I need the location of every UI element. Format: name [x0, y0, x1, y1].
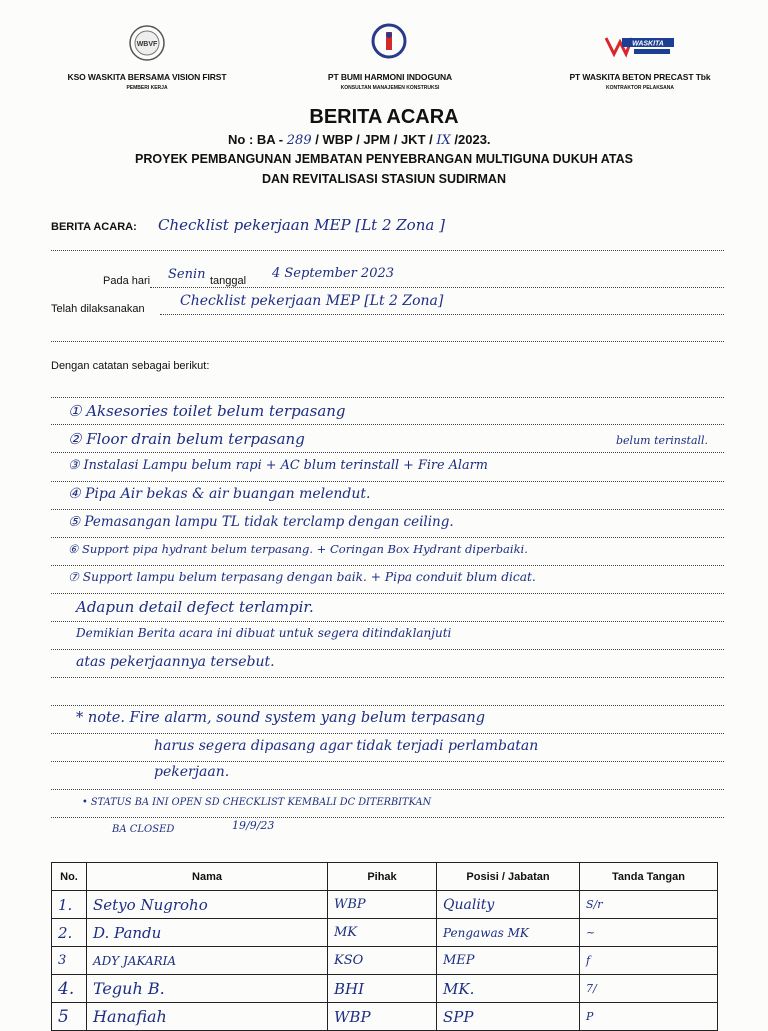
company-left-role: PEMBERI KERJA	[126, 85, 168, 91]
row-pihak: MK	[328, 919, 437, 947]
number-prefix: No :	[228, 132, 254, 147]
table-header-row	[52, 863, 718, 891]
row-nama: Teguh B.	[87, 975, 328, 1003]
header-nama: Nama	[87, 863, 328, 891]
document-title: BERITA ACARA	[309, 106, 459, 128]
row-nama: D. Pandu	[87, 919, 328, 947]
extra-note-1: * note. Fire alarm, sound system yang belum terpasang	[76, 710, 486, 726]
company-center	[280, 72, 500, 91]
extra-note-2: harus segera dipasang agar tidak terjadi perlambatan	[154, 738, 539, 754]
telah-value: Checklist pekerjaan MEP [Lt 2 Zona]	[180, 293, 444, 309]
row-pihak: WBP	[328, 1003, 437, 1031]
row-no: 1.	[52, 891, 87, 919]
company-right	[540, 72, 740, 91]
number-handwritten: 289	[286, 133, 312, 148]
status-note-2: BA CLOSED	[112, 824, 175, 835]
ba-label: BERITA ACARA:	[51, 221, 137, 233]
hari-label: Pada hari	[103, 275, 151, 287]
table-row	[52, 891, 718, 919]
row-posisi: Pengawas MK	[437, 919, 580, 947]
hari-value: Senin	[168, 267, 206, 282]
row-no: 3	[52, 947, 87, 975]
bhi-logo	[370, 22, 408, 60]
row-signature: ~	[580, 919, 718, 947]
note-1: ① Aksesories toilet belum terpasang	[68, 402, 346, 420]
row-posisi: Quality	[437, 891, 580, 919]
company-right-role: KONTRAKTOR PELAKSANA	[606, 85, 674, 91]
waskita-logo-text: WASKITA	[632, 40, 664, 48]
wbvf-logo-text: WBVF	[136, 41, 158, 48]
extra-note-3: pekerjaan.	[154, 764, 230, 780]
note-6: ⑥ Support pipa hydrant belum terpasang. + Coringan Box Hydrant diperbaiki.	[68, 542, 528, 556]
company-center-name: PT BUMI HARMONI INDOGUNA	[327, 72, 453, 82]
company-center-role: KONSULTAN MANAJEMEN KONSTRUKSI	[340, 85, 440, 91]
row-signature: f	[580, 947, 718, 975]
company-left-name: KSO WASKITA BERSAMA VISION FIRST	[67, 72, 227, 82]
company-left	[40, 72, 254, 91]
table-row	[52, 975, 718, 1003]
row-no: 5	[52, 1003, 87, 1031]
row-signature: S/r	[580, 891, 718, 919]
number-year: /2023.	[454, 132, 491, 147]
row-nama: Hanafiah	[87, 1003, 328, 1031]
note-right: belum terinstall.	[616, 434, 709, 447]
tanggal-label: tanggal	[210, 275, 247, 287]
catatan-label: Dengan catatan sebagai berikut:	[51, 360, 210, 372]
row-pihak: BHI	[328, 975, 437, 1003]
status-note-date: 19/9/23	[232, 819, 275, 832]
note-10: atas pekerjaannya tersebut.	[76, 654, 275, 670]
month-handwritten: IX	[436, 133, 451, 148]
row-signature: P	[580, 1003, 718, 1031]
telah-label: Telah dilaksanakan	[51, 303, 145, 315]
ba-value: Checklist pekerjaan MEP [Lt 2 Zona ]	[158, 216, 445, 234]
row-posisi: MK.	[437, 975, 580, 1003]
document-number	[228, 132, 628, 148]
project-line-2: DAN REVITALISASI STASIUN SUDIRMAN	[262, 172, 506, 186]
table-row	[52, 919, 718, 947]
row-pihak: WBP	[328, 891, 437, 919]
header-posisi: Posisi / Jabatan	[437, 863, 580, 891]
note-9: Demikian Berita acara ini dibuat untuk segera ditindaklanjuti	[76, 626, 452, 640]
table-row	[52, 947, 718, 975]
row-no: 4.	[52, 975, 87, 1003]
row-posisi: MEP	[437, 947, 580, 975]
header-pihak: Pihak	[328, 863, 437, 891]
row-no: 2.	[52, 919, 87, 947]
number-mid: / WBP / JPM / JKT /	[315, 132, 433, 147]
row-signature: 7/	[580, 975, 718, 1003]
header-no: No.	[52, 863, 87, 891]
note-8: Adapun detail defect terlampir.	[76, 598, 314, 616]
row-posisi: SPP	[437, 1003, 580, 1031]
note-2: ② Floor drain belum terpasang	[68, 430, 305, 448]
number-printed: BA -	[256, 132, 284, 147]
table-row	[52, 1003, 718, 1031]
note-7: ⑦ Support lampu belum terpasang dengan baik. + Pipa conduit blum dicat.	[68, 570, 536, 584]
company-right-name: PT WASKITA BETON PRECAST Tbk	[569, 72, 711, 82]
note-5: ⑤ Pemasangan lampu TL tidak terclamp dengan ceiling.	[68, 514, 454, 530]
header-tanda-tangan: Tanda Tangan	[580, 863, 718, 891]
row-nama: ADY JAKARIA	[87, 947, 328, 975]
tanggal-value: 4 September 2023	[272, 266, 395, 281]
wbvf-logo	[128, 24, 166, 62]
row-nama: Setyo Nugroho	[87, 891, 328, 919]
row-pihak: KSO	[328, 947, 437, 975]
note-4: ④ Pipa Air bekas & air buangan melendut.	[68, 486, 371, 502]
signature-table	[51, 862, 718, 1031]
status-note-1: • STATUS BA INI OPEN SD CHECKLIST KEMBALI DC DITERBITKAN	[82, 797, 432, 808]
note-3: ③ Instalasi Lampu belum rapi + AC blum terinstall + Fire Alarm	[68, 458, 488, 473]
project-line-1: PROYEK PEMBANGUNAN JEMBATAN PENYEBRANGAN MULTIGUNA DUKUH ATAS	[135, 152, 633, 166]
waskita-logo	[604, 34, 678, 58]
